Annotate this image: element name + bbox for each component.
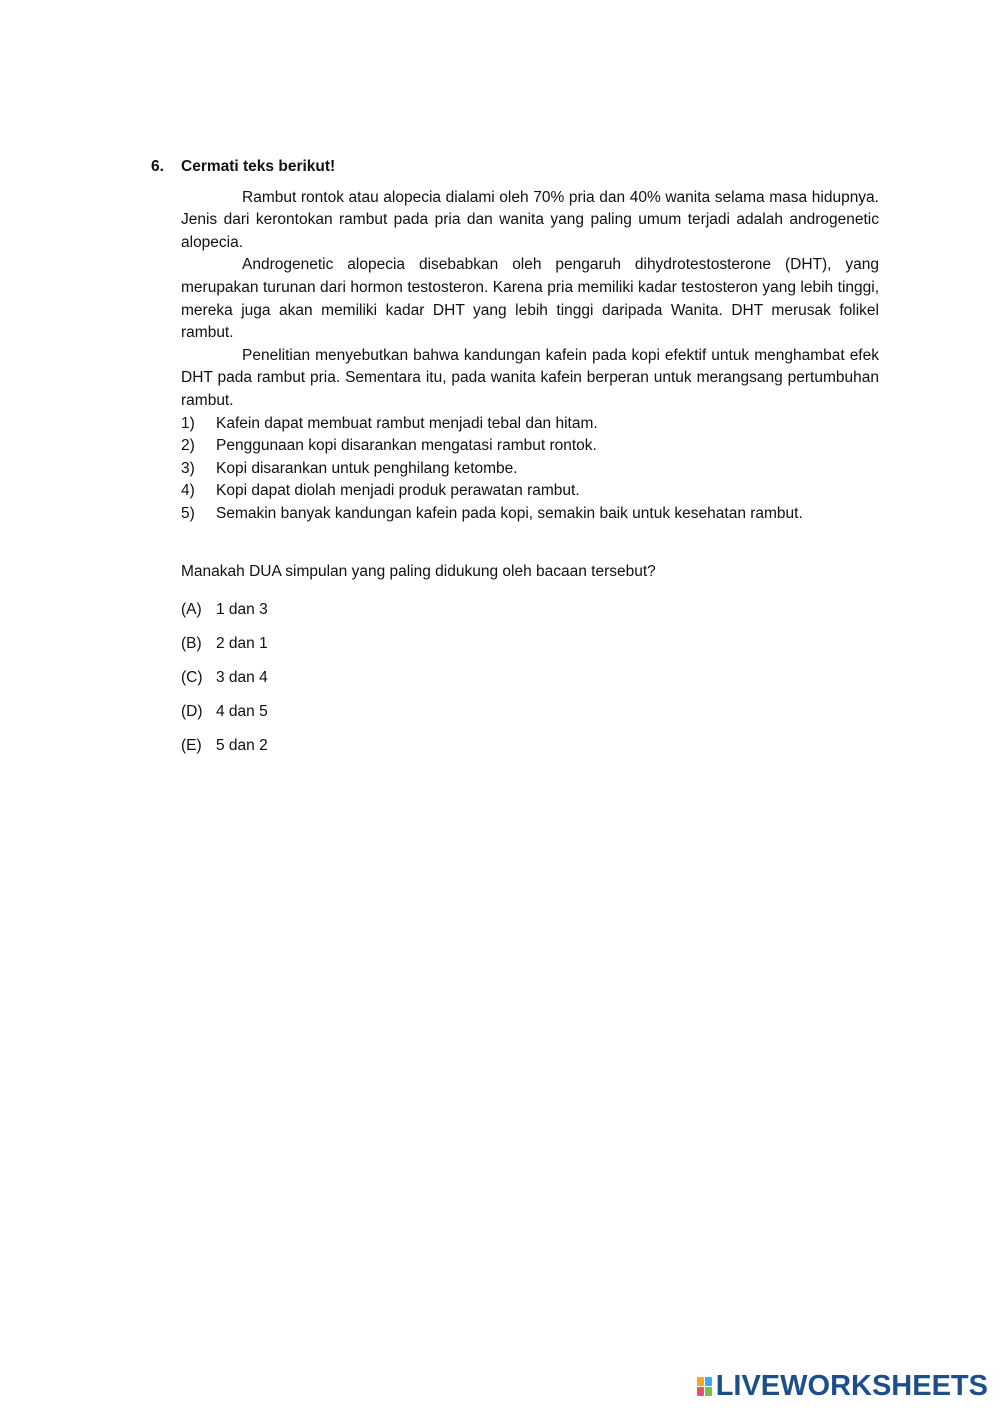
statement-text: Kopi dapat diolah menjadi produk perawatan rambut. <box>216 482 580 500</box>
statement-item <box>181 503 879 526</box>
statement-item <box>181 435 879 458</box>
option-letter: (A) <box>181 600 202 618</box>
statement-number: 4) <box>181 482 195 500</box>
brand-tile <box>705 1387 712 1396</box>
paragraph: Penelitian menyebutkan bahwa kandungan kafein pada kopi efektif untuk menghambat efek DHT pada rambut pria. Sementara itu, pada wanita kafein berperan untuk merangsang pertumbuhan rambut. <box>181 346 879 409</box>
statement-number: 3) <box>181 459 195 477</box>
statement-text: Kafein dapat membuat rambut menjadi tebal dan hitam. <box>216 414 598 432</box>
paragraph: Rambut rontok atau alopecia dialami oleh 70% pria dan 40% wanita selama masa hidupnya. Jenis dari kerontokan rambut pada pria dan wanita yang paling umum terjadi adalah androgenetic alopecia. <box>181 188 879 251</box>
answer-option-a[interactable] <box>181 593 879 627</box>
question-header <box>151 156 879 179</box>
question-number: 6. <box>151 158 164 175</box>
statement-text: Penggunaan kopi disarankan mengatasi rambut rontok. <box>216 437 597 455</box>
question-block <box>151 156 879 763</box>
answer-option-c[interactable] <box>181 661 879 695</box>
brand-mark-icon <box>697 1377 712 1396</box>
option-text: 5 dan 2 <box>216 736 268 754</box>
option-letter: (E) <box>181 736 202 754</box>
option-letter: (B) <box>181 634 202 652</box>
paragraph: Androgenetic alopecia disebabkan oleh pengaruh dihydrotestosterone (DHT), yang merupakan turunan dari hormon testosteron. Karena pria memiliki kadar testosteron yang lebih tinggi, mereka juga akan memiliki kadar DHT yang lebih tinggi daripada Wanita. DHT merusak folikel rambut. <box>181 256 879 342</box>
answer-option-b[interactable] <box>181 627 879 661</box>
answer-option-e[interactable] <box>181 729 879 763</box>
option-text: 3 dan 4 <box>216 668 268 686</box>
answer-options <box>181 593 879 763</box>
statement-number: 2) <box>181 437 195 455</box>
answer-option-d[interactable] <box>181 695 879 729</box>
brand-tile <box>697 1387 704 1396</box>
statement-item <box>181 458 879 481</box>
brand-logo <box>697 1372 988 1401</box>
question-prompt: Manakah DUA simpulan yang paling didukung oleh bacaan tersebut? <box>181 562 656 580</box>
question-instruction: Cermati teks berikut! <box>181 158 336 175</box>
statement-number: 1) <box>181 414 195 432</box>
option-letter: (C) <box>181 668 203 686</box>
statement-number: 5) <box>181 504 195 522</box>
statement-text: Semakin banyak kandungan kafein pada kopi, semakin baik untuk kesehatan rambut. <box>216 504 803 522</box>
brand-name: LIVEWORKSHEETS <box>715 1370 988 1402</box>
option-text: 4 dan 5 <box>216 702 268 720</box>
statement-text: Kopi disarankan untuk penghilang ketombe. <box>216 459 518 477</box>
question-body <box>181 187 879 764</box>
statement-item <box>181 413 879 436</box>
option-text: 2 dan 1 <box>216 634 268 652</box>
option-letter: (D) <box>181 702 203 720</box>
brand-tile <box>705 1377 712 1386</box>
statement-list <box>181 413 879 526</box>
option-text: 1 dan 3 <box>216 600 268 618</box>
brand-tile <box>697 1377 704 1386</box>
statement-item <box>181 480 879 503</box>
